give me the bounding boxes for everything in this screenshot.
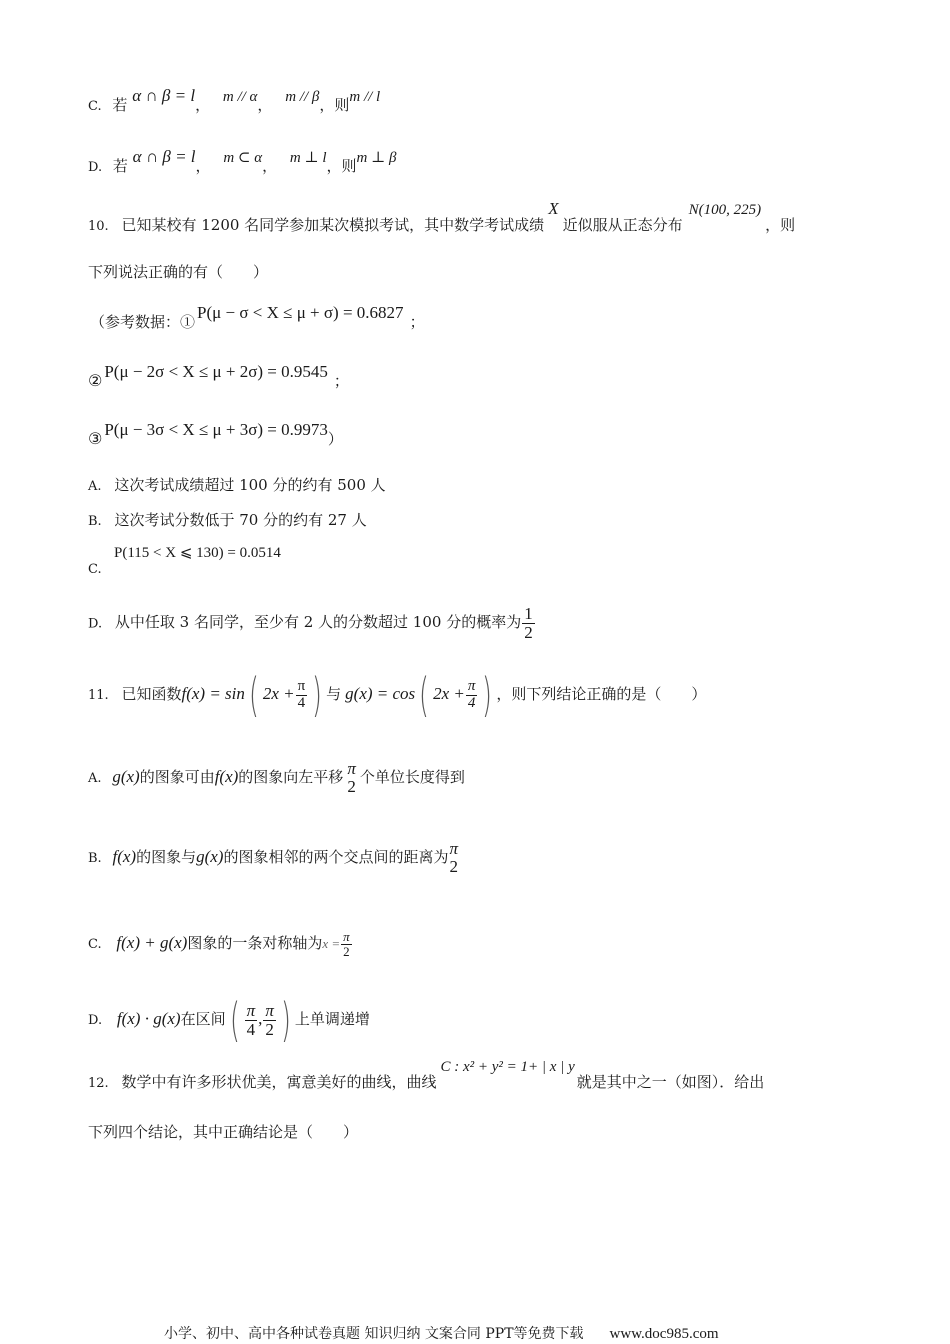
option-label: A. [88, 479, 102, 494]
option-text: 的图象向左平移 [238, 767, 344, 786]
option-label: D. [88, 1013, 103, 1028]
frac-den: 2 [524, 622, 533, 642]
option-label: B. [88, 514, 102, 529]
option-text: 这次考试分数低于 70 分的约有 27 人 [114, 511, 367, 529]
sep: ， [195, 157, 211, 175]
option-text: 上单调递增 [294, 1010, 370, 1028]
ruo-text: 若 [112, 96, 128, 114]
q9-option-d [88, 147, 397, 175]
sep: ， [195, 96, 211, 114]
q11-option-c [88, 930, 353, 958]
frac-num: π [467, 677, 476, 694]
math-cond2: m // α [222, 89, 258, 105]
option-label: C. [88, 937, 102, 953]
option-text: 的图象相邻的两个交点间的距离为 [223, 847, 449, 866]
ze-text: ，则 [319, 96, 350, 114]
q10-option-a [88, 478, 386, 493]
option-label: D. [88, 160, 103, 175]
frac-num: π [343, 929, 350, 944]
frac-num: π [449, 839, 458, 858]
math-var-x: X [548, 199, 559, 218]
math-g-def: g(x) = cos [345, 684, 416, 703]
paren-right: ) [280, 993, 291, 1047]
math-cond3: m // β [285, 89, 320, 105]
math-product: f(x) · g(x) [116, 1009, 181, 1028]
ze-text: ，则 [326, 157, 357, 175]
math-ref2: P(μ − 2σ < X ≤ μ + 2σ) = 0.9545 [104, 362, 328, 381]
q9-option-c [88, 86, 381, 114]
question-number: 11. [88, 688, 109, 703]
sep: ， [262, 157, 278, 175]
fraction-pi-over-4 [296, 679, 308, 712]
option-label: C. [88, 99, 102, 114]
frac-num: π [246, 1000, 256, 1020]
math-cond1: α ∩ β = l [132, 147, 196, 166]
math-curve: C : x² + y² = 1+ | x | y [440, 1059, 575, 1075]
option-text: 的图象与 [136, 847, 197, 866]
frac-den: 2 [265, 1019, 274, 1039]
question-number: 12. [88, 1076, 109, 1091]
math-axis: x = [322, 936, 341, 952]
option-text: 从中任取 3 名同学，至少有 2 人的分数超过 100 分的概率为 [114, 613, 522, 632]
ruo-text: 若 [112, 157, 128, 175]
paren-right: ) [482, 668, 493, 722]
stem-text: 近似服从正态分布 [562, 216, 683, 234]
math-arg: 2x + [262, 684, 295, 703]
math-cond1: α ∩ β = l [132, 86, 196, 105]
stem-text: ，则下列结论正确的是（ ） [496, 685, 707, 703]
option-label: B. [88, 850, 102, 866]
option-label: D. [88, 616, 103, 632]
math-f: f(x) [214, 766, 239, 786]
stem-text: 就是其中之一（如图）．给出 [576, 1073, 765, 1091]
frac-den: 4 [297, 694, 306, 711]
frac-num: π [265, 1000, 274, 1020]
page-footer [164, 1323, 719, 1343]
math-g: g(x) [112, 766, 140, 786]
q10-option-b [88, 513, 367, 528]
frac-num: π [347, 759, 356, 778]
q11-option-b [88, 840, 459, 876]
circle-3: ③ [88, 429, 103, 448]
fraction-pi-over-4 [245, 1002, 258, 1039]
footer-text: 小学、初中、高中各种试卷真题 知识归纳 文案合同 PPT等免费下载 [164, 1326, 584, 1342]
frac-den: 2 [343, 943, 350, 959]
frac-num: π [297, 677, 306, 694]
stem-text: 已知函数 [121, 685, 182, 703]
math-g: g(x) [196, 846, 224, 866]
option-label: C. [88, 562, 102, 577]
stem-text: 已知某校有 1200 名同学参加某次模拟考试，其中数学考试成绩 [121, 216, 545, 234]
q10-ref-3 [88, 420, 343, 448]
q11-option-d [88, 993, 370, 1047]
option-text: 在区间 [180, 1010, 226, 1028]
math-f: f(x) [112, 846, 137, 866]
math-conclusion: m ⊥ β [356, 150, 397, 166]
fraction-pi-over-2 [449, 840, 458, 876]
fraction-one-half [522, 605, 535, 642]
option-text: 这次考试成绩超过 100 分的约有 500 人 [114, 476, 386, 494]
q10-stem-line2 [88, 265, 268, 280]
stem-text: ，则 [765, 216, 796, 234]
sep: ； [333, 372, 349, 390]
fraction-pi-over-4 [466, 679, 478, 712]
sep: ） [327, 430, 343, 448]
fraction-pi-over-2 [341, 930, 352, 958]
ref-prefix: （参考数据：① [90, 313, 196, 331]
question-number: 10. [88, 219, 109, 234]
math-prob: P(115 < X ⩽ 130) = 0.0514 [114, 545, 281, 561]
frac-den: 4 [246, 1019, 256, 1039]
paren-left: ( [248, 668, 259, 722]
sep: ； [409, 313, 425, 331]
option-text: 图象的一条对称轴为 [187, 934, 323, 953]
q10-option-d [88, 605, 536, 642]
math-distribution: N(100, 225) [688, 202, 762, 218]
frac-den: 2 [347, 776, 356, 796]
q10-ref-1 [90, 303, 425, 331]
stem-text: 下列说法正确的有（ ） [88, 263, 269, 281]
stem-text: 数学中有许多形状优美，寓意美好的曲线，曲线 [121, 1073, 437, 1091]
q11-option-a [88, 760, 465, 796]
math-cond3: m ⊥ l [289, 150, 327, 166]
q10-stem-line1 [88, 199, 796, 234]
q11-stem [88, 668, 707, 722]
option-label: A. [88, 770, 102, 786]
comma: , [258, 1009, 263, 1028]
footer-link[interactable]: www.doc985.com [609, 1326, 719, 1342]
q10-ref-2 [88, 362, 349, 390]
frac-num: 1 [524, 604, 533, 623]
math-cond2: m ⊂ α [223, 150, 263, 166]
paren-right: ) [312, 668, 323, 722]
math-ref3: P(μ − 3σ < X ≤ μ + 3σ) = 0.9973 [104, 420, 328, 439]
math-f-def: f(x) = sin [181, 684, 245, 703]
math-conclusion: m // l [349, 89, 381, 105]
math-sum: f(x) + g(x) [116, 933, 188, 953]
q10-option-c-formula [114, 545, 281, 561]
option-text: 个单位长度得到 [359, 767, 465, 786]
sep: ， [257, 96, 273, 114]
circle-2: ② [88, 371, 103, 390]
fraction-pi-over-2 [347, 760, 356, 796]
stem-text: 下列四个结论，其中正确结论是（ ） [88, 1123, 359, 1141]
frac-den: 2 [449, 856, 458, 876]
paren-left: ( [229, 993, 240, 1047]
math-arg: 2x + [433, 684, 465, 703]
q12-stem-line2 [88, 1125, 358, 1140]
paren-left: ( [419, 668, 430, 722]
frac-den: 4 [467, 694, 476, 711]
q10-option-c-label [88, 561, 102, 576]
math-ref1: P(μ − σ < X ≤ μ + σ) = 0.6827 [197, 303, 404, 322]
q12-stem-line1 [88, 1059, 765, 1091]
option-text: 的图象可由 [139, 767, 215, 786]
fraction-pi-over-2 [263, 1002, 276, 1039]
stem-text: 与 [326, 685, 342, 703]
